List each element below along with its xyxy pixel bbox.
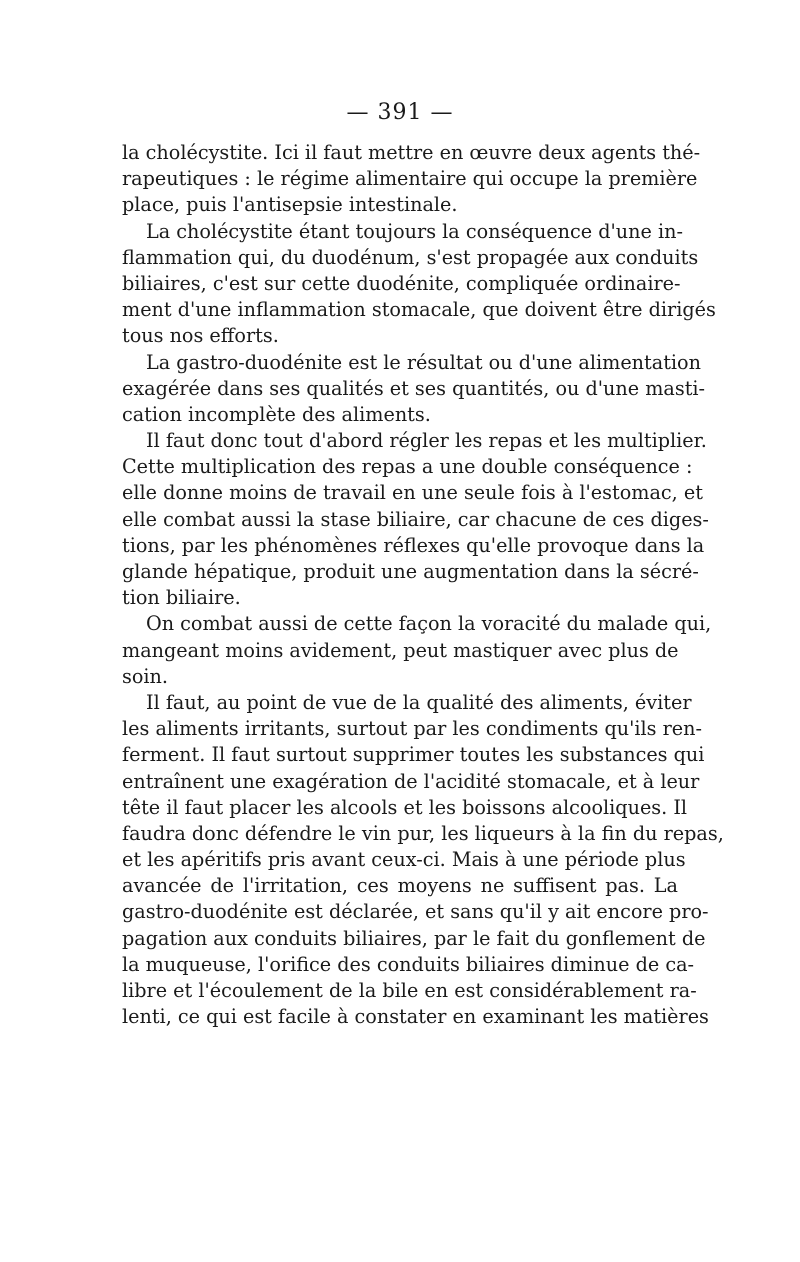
text-line: La gastro-duodénite est le résultat ou d'une alimentation	[146, 350, 701, 374]
text-line: flammation qui, du duodénum, s'est propagée aux conduits	[122, 245, 699, 269]
text-line: glande hépatique, produit une augmentation dans la sécré-	[122, 560, 699, 583]
text-line: tous nos efforts.	[122, 324, 279, 348]
text-line: entraînent une exagération de l'acidité stomacale, et à leur	[122, 769, 700, 793]
text-line: Cette multiplication des repas a une double conséquence :	[122, 455, 693, 479]
text-line: tête il faut placer les alcools et les boissons alcooliques. Il	[122, 795, 688, 819]
text-line: elle combat aussi la stase biliaire, car chacune de ces diges-	[122, 507, 709, 531]
text-line: elle donne moins de travail en une seule fois à l'estomac, et	[122, 481, 703, 505]
text-line: libre et l'écoulement de la bile en est considérablement ra-	[122, 979, 697, 1002]
text-line: gastro-duodénite est déclarée, et sans qu'il y ait encore pro-	[122, 900, 709, 924]
paragraph	[122, 350, 706, 429]
body-text	[122, 140, 724, 1030]
text-line: Il faut, au point de vue de la qualité des aliments, éviter	[146, 690, 692, 714]
text-line: les aliments irritants, surtout par les condiments qu'ils ren-	[122, 717, 702, 741]
paragraph	[122, 140, 701, 219]
text-line: biliaires, c'est sur cette duodénite, compliquée ordinaire-	[122, 271, 681, 295]
text-line: tions, par les phénomènes réflexes qu'elle provoque dans la	[122, 533, 705, 557]
text-line: ment d'une inflammation stomacale, que doivent être dirigés	[122, 298, 716, 322]
text-line: la muqueuse, l'orifice des conduits biliaires diminue de ca-	[122, 952, 694, 976]
text-line: Il faut donc tout d'abord régler les repas et les multiplier.	[146, 429, 707, 453]
text-line: tion biliaire.	[122, 586, 241, 610]
text-line: pagation aux conduits biliaires, par le fait du gonflement de	[122, 926, 706, 950]
paragraph	[122, 428, 709, 611]
text-line: soin.	[122, 664, 168, 688]
text-line: exagérée dans ses qualités et ses quantités, ou d'une masti-	[122, 376, 706, 400]
text-line: mangeant moins avidement, peut mastiquer avec plus de	[122, 638, 679, 662]
paragraph	[122, 690, 724, 1030]
text-line: faudra donc défendre le vin pur, les liqueurs à la fin du repas,	[122, 821, 724, 845]
text-line: rapeutiques : le régime alimentaire qui occupe la première	[122, 167, 698, 191]
text-line: avancée de l'irritation, ces moyens ne suffisent pas. La	[122, 874, 678, 898]
text-line: lenti, ce qui est facile à constater en examinant les matières	[122, 1005, 709, 1029]
text-line: La cholécystite étant toujours la conséquence d'une in-	[146, 219, 683, 243]
paragraph	[122, 611, 712, 690]
text-line: la cholécystite. Ici il faut mettre en œuvre deux agents thé-	[122, 141, 701, 164]
text-line: cation incomplète des aliments.	[122, 402, 431, 426]
text-line: On combat aussi de cette façon la voracité du malade qui,	[146, 612, 712, 636]
text-line: et les apéritifs pris avant ceux-ci. Mais à une période plus	[122, 848, 686, 872]
text-line: place, puis l'antisepsie intestinale.	[122, 193, 458, 217]
text-line: ferment. Il faut surtout supprimer toutes les substances qui	[122, 743, 705, 767]
page-number: — 391 —	[346, 100, 454, 125]
paragraph	[122, 219, 716, 350]
